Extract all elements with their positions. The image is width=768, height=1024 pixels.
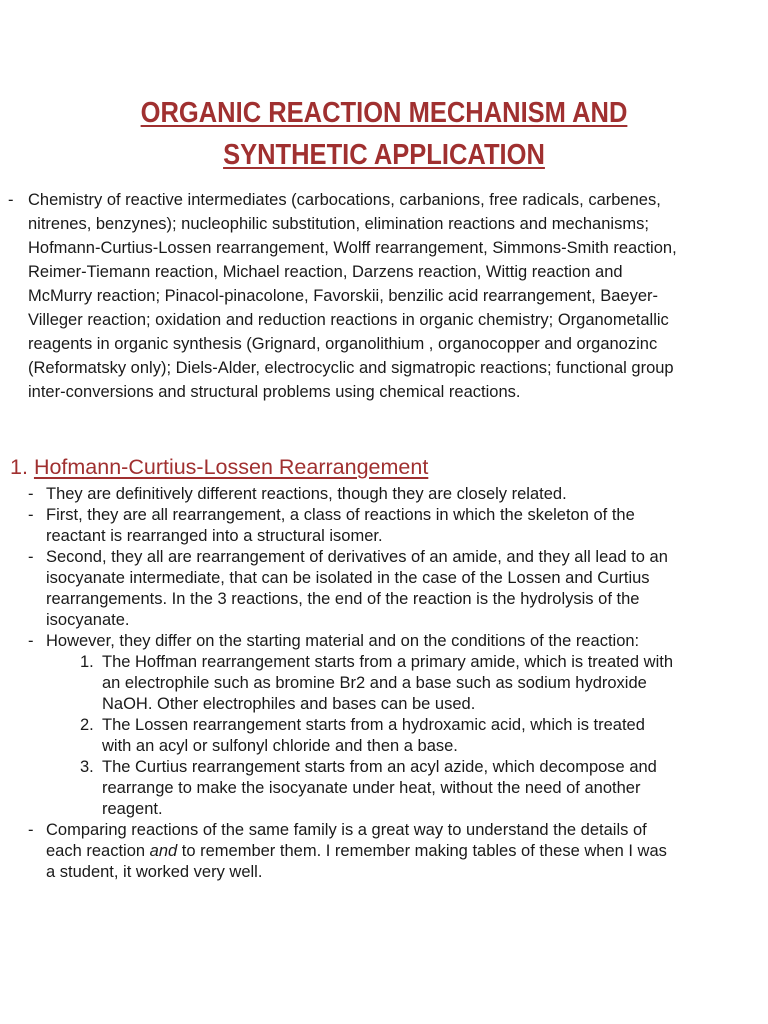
numbered-item bbox=[28, 715, 678, 757]
list-item-text: They are definitively different reactions, though they are closely related. bbox=[46, 485, 567, 503]
list-item-text: Second, they all are rearrangement of derivatives of an amide, and they all lead to an isocyanate intermediate, that can be isolated in the case of the Lossen and Curtius rearrangements. In the 3 reactions, the end of the reaction is the hydrolysis of the isocyanate. bbox=[46, 548, 668, 629]
numbered-item-text: The Hoffman rearrangement starts from a primary amide, which is treated with an electrophile such as bromine Br2 and a base such as sodium hydroxide NaOH. Other electrophiles and bases can be used. bbox=[102, 653, 673, 713]
item-number: 2. bbox=[80, 716, 94, 734]
syllabus-paragraph bbox=[8, 188, 680, 404]
section-heading bbox=[10, 453, 428, 481]
section-number: 1. bbox=[10, 455, 28, 479]
bullet-dash: - bbox=[28, 506, 34, 524]
list-item-text-start: Comparing reactions of the same family is a great way to understand the details of each reaction bbox=[46, 821, 647, 860]
title-line-2: SYNTHETIC APPLICATION bbox=[223, 139, 545, 171]
intro-bullet: - bbox=[8, 191, 14, 209]
list-item bbox=[28, 505, 678, 547]
intro-text: Chemistry of reactive intermediates (carbocations, carbanions, free radicals, carbenes, nitrenes, benzynes); nucleophilic substitution, elimination reactions and mechanisms; Hofmann-Curtius-Lossen rearrangement, Wolff rearrangement, Simmons-Smith reaction, Reimer-Tiemann reaction, Michael reaction, Darzens reaction, Wittig reaction and McMurry reaction; Pinacol-pinacolone, Favorskii, benzilic acid rearrangement, Baeyer-Villeger reaction; oxidation and reduction reactions in organic chemistry; Organometallic reagents in organic synthesis (Grignard, organolithium , organocopper and organozinc (Reformatsky only); Diels-Alder, electrocyclic and sigmatropic reactions; functional group inter-conversions and structural problems using chemical reactions. bbox=[28, 191, 677, 401]
list-item bbox=[28, 820, 678, 883]
list-item-text: However, they differ on the starting material and on the conditions of the reaction: bbox=[46, 632, 640, 650]
bullet-dash: - bbox=[28, 485, 34, 503]
list-item bbox=[28, 547, 678, 631]
list-item bbox=[28, 484, 678, 505]
bullet-dash: - bbox=[28, 548, 34, 566]
title-line-1: ORGANIC REACTION MECHANISM AND bbox=[140, 97, 628, 129]
list-item-text-end: to remember them. I remember making tables of these when I was a student, it worked very well. bbox=[46, 842, 667, 881]
item-number: 3. bbox=[80, 758, 94, 776]
document-title bbox=[46, 92, 722, 176]
item-number: 1. bbox=[80, 653, 94, 671]
numbered-sublist bbox=[28, 652, 678, 820]
bullet-dash: - bbox=[28, 821, 34, 839]
bullet-dash: - bbox=[28, 632, 34, 650]
numbered-item-text: The Lossen rearrangement starts from a hydroxamic acid, which is treated with an acyl or sulfonyl chloride and then a base. bbox=[102, 716, 645, 755]
emphasis-text: and bbox=[149, 842, 178, 860]
numbered-item bbox=[28, 652, 678, 715]
list-item-text: First, they are all rearrangement, a class of reactions in which the skeleton of the reactant is rearranged into a structural isomer. bbox=[46, 506, 635, 545]
section-bullet-list bbox=[28, 484, 678, 883]
list-item bbox=[28, 631, 678, 652]
section-title: Hofmann-Curtius-Lossen Rearrangement bbox=[33, 455, 429, 479]
numbered-item-text: The Curtius rearrangement starts from an acyl azide, which decompose and rearrange to make the isocyanate under heat, without the need of another reagent. bbox=[102, 758, 657, 818]
numbered-item bbox=[28, 757, 678, 820]
